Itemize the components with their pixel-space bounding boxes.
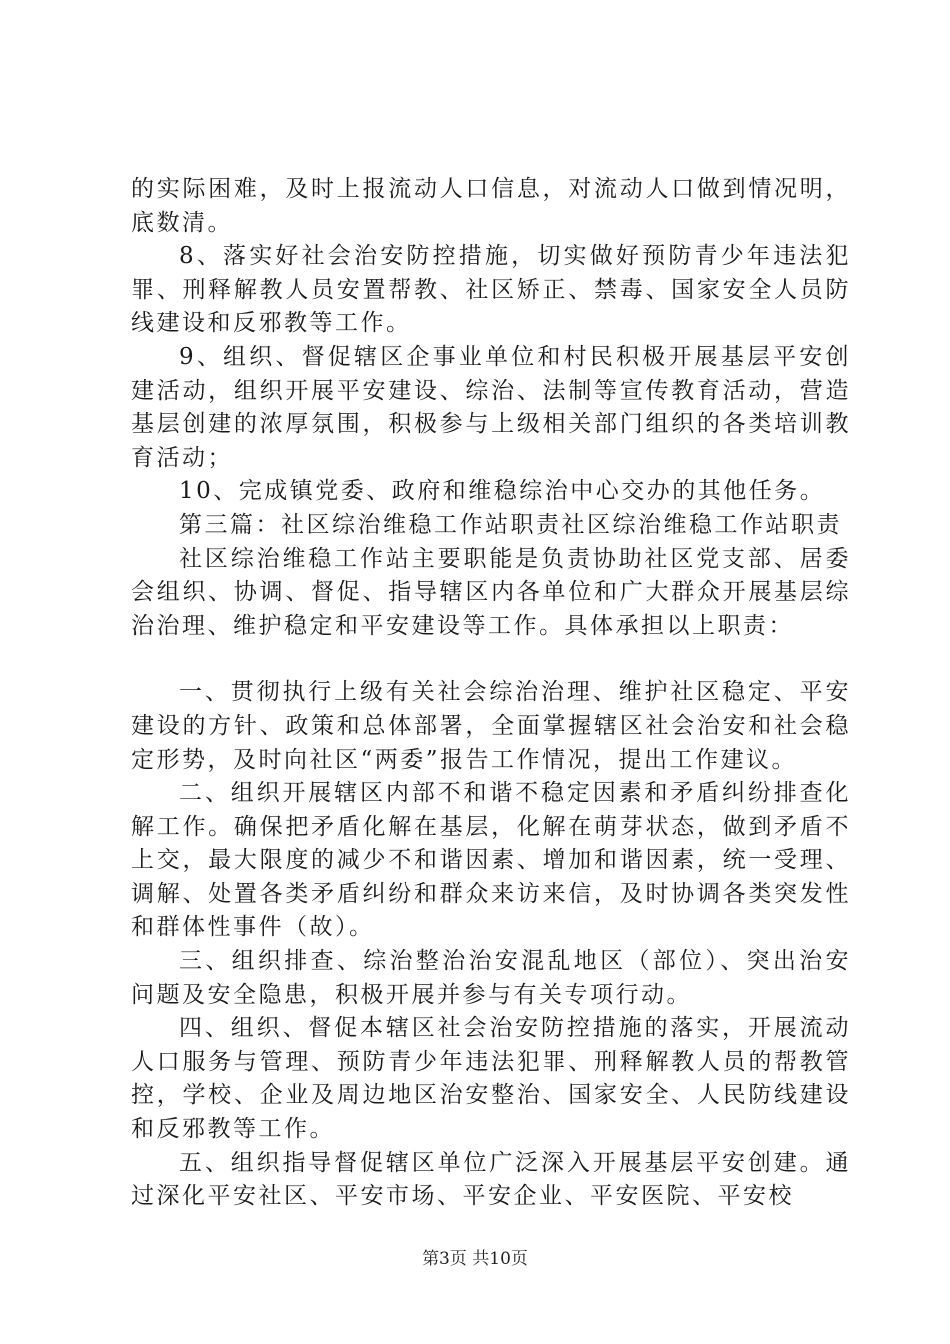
paragraph-item-8: 8、落实好社会治安防控措施，切实做好预防青少年违法犯罪、刑释解教人员安置帮教、社区矫正、禁毒、国家安全人员防线建设和反邪教等工作。 (131, 243, 851, 337)
paragraph-duty-2: 二、组织开展辖区内部不和谐不稳定因素和矛盾纠纷排查化解工作。确保把矛盾化解在基层，化解在萌芽状态，做到矛盾不上交，最大限度的减少不和谐因素、增加和谐因素，统一受理、调解、处置各类矛盾纠纷和群众来访来信，及时协调各类突发性和群体性事件（故）。 (131, 780, 851, 941)
paragraph-item-10: 10、完成镇党委、政府和维稳综治中心交办的其他任务。 (179, 478, 826, 505)
page-number-footer: 第3页 共10页 (422, 1249, 528, 1269)
paragraph-item-9: 9、组织、督促辖区企事业单位和村民积极开展基层平安创建活动，组织开展平安建设、综治、法制等宣传教育活动，营造基层创建的浓厚氛围，积极参与上级相关部门组织的各类培训教育活动； (131, 343, 851, 471)
paragraph-duty-1: 一、贯彻执行上级有关社会综治治理、维护社区稳定、平安建设的方针、政策和总体部署，全面掌握辖区社会治安和社会稳定形势，及时向社区“两委”报告工作情况，提出工作建议。 (131, 679, 851, 773)
paragraph-intro: 社区综治维稳工作站主要职能是负责协助社区党支部、居委会组织、协调、督促、指导辖区内各单位和广大群众开展基层综治治理、维护稳定和平安建设等工作。具体承担以上职责： (131, 545, 851, 639)
section-heading: 第三篇：社区综治维稳工作站职责社区综治维稳工作站职责 (179, 511, 842, 538)
document-body (131, 173, 851, 1214)
paragraph-duty-4: 四、组织、督促本辖区社会治安防控措施的落实，开展流动人口服务与管理、预防青少年违法犯罪、刑释解教人员的帮教管控，学校、企业及周边地区治安整治、国家安全、人民防线建设和反邪教等工作。 (131, 1015, 851, 1143)
paragraph-duty-5: 五、组织指导督促辖区单位广泛深入开展基层平安创建。通过深化平安社区、平安市场、平安企业、平安医院、平安校 (131, 1149, 851, 1210)
paragraph-continuation: 的实际困难，及时上报流动人口信息，对流动人口做到情况明，底数清。 (131, 176, 851, 236)
paragraph-duty-3: 三、组织排查、综治整治治安混乱地区（部位）、突出治安问题及安全隐患，积极开展并参与有关专项行动。 (131, 948, 851, 1008)
blank-line (131, 643, 851, 676)
